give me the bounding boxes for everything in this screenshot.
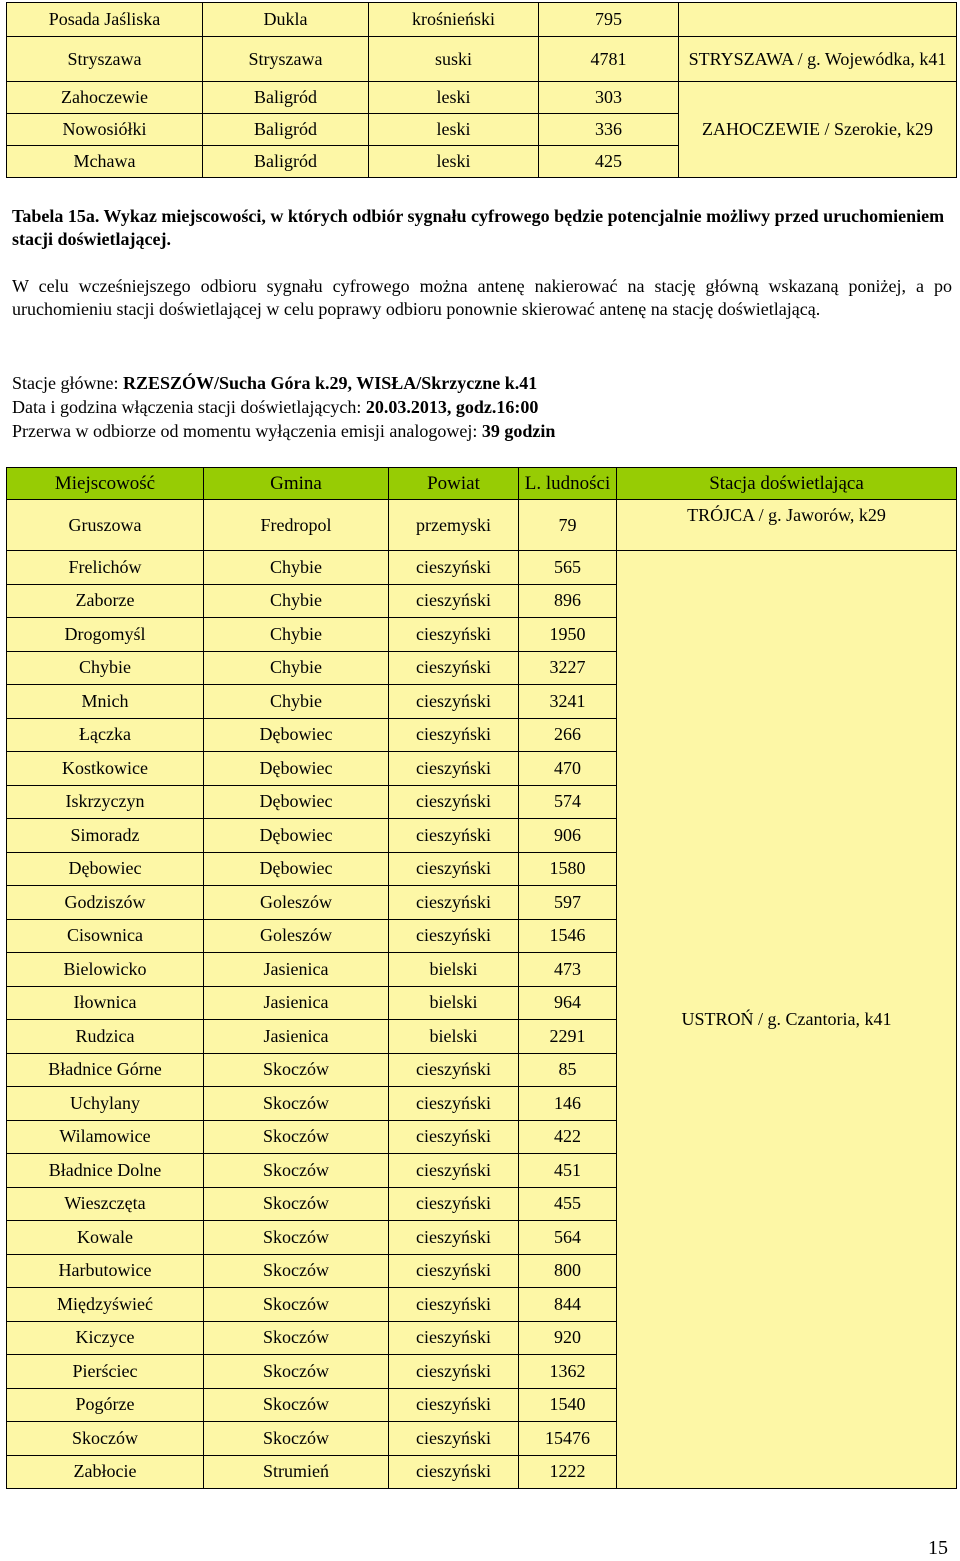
cell-place: Pogórze <box>7 1388 204 1422</box>
cell-place: Harbutowice <box>7 1254 204 1288</box>
cell-gmina: Dębowiec <box>204 819 389 853</box>
cell-powiat: leski <box>369 82 539 114</box>
cell-gmina: Dębowiec <box>204 785 389 819</box>
cell-place: Iłownica <box>7 986 204 1020</box>
cell-gmina: Skoczów <box>204 1422 389 1456</box>
cell-place: Chybie <box>7 651 204 685</box>
cell-powiat: cieszyński <box>389 1455 519 1489</box>
cell-powiat: bielski <box>389 986 519 1020</box>
top-locations-table <box>6 2 957 178</box>
cell-population: 4781 <box>539 37 679 82</box>
cell-powiat: bielski <box>389 953 519 987</box>
cell-gmina: Chybie <box>204 618 389 652</box>
cell-gmina: Chybie <box>204 651 389 685</box>
header-powiat: Powiat <box>389 468 519 500</box>
cell-powiat: cieszyński <box>389 1154 519 1188</box>
cell-gmina: Stryszawa <box>203 37 369 82</box>
cell-powiat: bielski <box>389 1020 519 1054</box>
cell-powiat: leski <box>369 146 539 178</box>
cell-population: 565 <box>519 551 617 585</box>
cell-station-zahoczewie: ZAHOCZEWIE / Szerokie, k29 <box>679 82 957 178</box>
cell-powiat: cieszyński <box>389 886 519 920</box>
cell-place: Nowosiółki <box>7 114 203 146</box>
cell-station-stryszawa: STRYSZAWA / g. Wojewódka, k41 <box>679 37 957 82</box>
cell-gmina: Skoczów <box>204 1154 389 1188</box>
cell-population: 906 <box>519 819 617 853</box>
cell-population: 564 <box>519 1221 617 1255</box>
cell-place: Zahoczewie <box>7 82 203 114</box>
cell-population: 1540 <box>519 1388 617 1422</box>
reception-break-value: 39 godzin <box>481 421 556 441</box>
cell-powiat: cieszyński <box>389 785 519 819</box>
main-stations-line <box>12 372 537 395</box>
cell-population: 473 <box>519 953 617 987</box>
cell-place: Iskrzyczyn <box>7 785 204 819</box>
cell-powiat: cieszyński <box>389 618 519 652</box>
cell-population: 79 <box>519 500 617 551</box>
cell-place: Międzyświeć <box>7 1288 204 1322</box>
cell-population: 266 <box>519 718 617 752</box>
cell-place: Zaborze <box>7 584 204 618</box>
page-number: 15 <box>928 1537 948 1559</box>
cell-powiat: cieszyński <box>389 1221 519 1255</box>
cell-gmina: Chybie <box>204 551 389 585</box>
cell-population: 15476 <box>519 1422 617 1456</box>
cell-gmina: Skoczów <box>204 1288 389 1322</box>
cell-population: 470 <box>519 752 617 786</box>
cell-place: Mnich <box>7 685 204 719</box>
cell-powiat: cieszyński <box>389 819 519 853</box>
cell-gmina: Dębowiec <box>204 752 389 786</box>
cell-gmina: Jasienica <box>204 1020 389 1054</box>
cell-place: Łączka <box>7 718 204 752</box>
cell-gmina: Skoczów <box>204 1355 389 1389</box>
cell-population: 597 <box>519 886 617 920</box>
activation-date-label: Data i godzina włączenia stacji doświetlających: <box>12 397 366 417</box>
cell-place: Rudzica <box>7 1020 204 1054</box>
cell-population: 146 <box>519 1087 617 1121</box>
cell-population: 1546 <box>519 919 617 953</box>
cell-place: Pierściec <box>7 1355 204 1389</box>
cell-population: 303 <box>539 82 679 114</box>
cell-gmina: Jasienica <box>204 986 389 1020</box>
header-gmina: Gmina <box>204 468 389 500</box>
cell-powiat: suski <box>369 37 539 82</box>
cell-population: 455 <box>519 1187 617 1221</box>
cell-gmina: Skoczów <box>204 1388 389 1422</box>
cell-population: 336 <box>539 114 679 146</box>
cell-station-trojca: TRÓJCA / g. Jaworów, k29 <box>617 500 957 551</box>
cell-powiat: cieszyński <box>389 1053 519 1087</box>
cell-gmina: Goleszów <box>204 886 389 920</box>
cell-place: Posada Jaśliska <box>7 3 203 37</box>
cell-place: Mchawa <box>7 146 203 178</box>
cell-powiat: cieszyński <box>389 718 519 752</box>
cell-gmina: Jasienica <box>204 953 389 987</box>
activation-date-line <box>12 396 538 419</box>
cell-place: Zabłocie <box>7 1455 204 1489</box>
cell-powiat: cieszyński <box>389 1254 519 1288</box>
cell-population: 2291 <box>519 1020 617 1054</box>
cell-population: 451 <box>519 1154 617 1188</box>
cell-gmina: Baligród <box>203 114 369 146</box>
main-stations-value: RZESZÓW/Sucha Góra k.29, WISŁA/Skrzyczne k.41 <box>122 373 538 393</box>
cell-population: 844 <box>519 1288 617 1322</box>
cell-population: 85 <box>519 1053 617 1087</box>
table-row <box>7 551 957 585</box>
cell-gmina: Chybie <box>204 584 389 618</box>
cell-powiat: cieszyński <box>389 651 519 685</box>
cell-place: Kowale <box>7 1221 204 1255</box>
cell-powiat: krośnieński <box>369 3 539 37</box>
cell-place: Gruszowa <box>7 500 204 551</box>
cell-place: Drogomyśl <box>7 618 204 652</box>
cell-place: Simoradz <box>7 819 204 853</box>
cell-powiat: cieszyński <box>389 1388 519 1422</box>
cell-powiat: cieszyński <box>389 852 519 886</box>
cell-population: 896 <box>519 584 617 618</box>
reception-break-label: Przerwa w odbiorze od momentu wyłączenia emisji analogowej: <box>12 421 482 441</box>
cell-place: Bładnice Dolne <box>7 1154 204 1188</box>
cell-place: Skoczów <box>7 1422 204 1456</box>
cell-gmina: Skoczów <box>204 1254 389 1288</box>
cell-place: Bładnice Górne <box>7 1053 204 1087</box>
cell-powiat: cieszyński <box>389 551 519 585</box>
cell-population: 800 <box>519 1254 617 1288</box>
cell-powiat: cieszyński <box>389 584 519 618</box>
cell-place: Kiczyce <box>7 1321 204 1355</box>
cell-gmina: Strumień <box>204 1455 389 1489</box>
cell-population: 964 <box>519 986 617 1020</box>
cell-powiat: cieszyński <box>389 1321 519 1355</box>
cell-gmina: Baligród <box>203 146 369 178</box>
cell-gmina: Goleszów <box>204 919 389 953</box>
cell-place: Uchylany <box>7 1087 204 1121</box>
cell-gmina: Dębowiec <box>204 852 389 886</box>
cell-powiat: cieszyński <box>389 1087 519 1121</box>
body-paragraph: W celu wcześniejszego odbioru sygnału cyfrowego można antenę nakierować na stację główną wskazaną poniżej, a po uruchomieniu stacji doświetlającej w celu poprawy odbioru ponownie skierować antenę na stację doświetlającą. <box>12 276 952 319</box>
cell-powiat: cieszyński <box>389 1422 519 1456</box>
cell-population: 795 <box>539 3 679 37</box>
cell-station-ustron: USTROŃ / g. Czantoria, k41 <box>617 551 957 1489</box>
cell-place: Wilamowice <box>7 1120 204 1154</box>
cell-gmina: Baligród <box>203 82 369 114</box>
cell-gmina: Skoczów <box>204 1087 389 1121</box>
cell-population: 920 <box>519 1321 617 1355</box>
activation-date-value: 20.03.2013, godz.16:00 <box>365 397 539 417</box>
cell-population: 1222 <box>519 1455 617 1489</box>
cell-powiat: leski <box>369 114 539 146</box>
cell-population: 3241 <box>519 685 617 719</box>
table-caption: Tabela 15a. Wykaz miejscowości, w których odbiór sygnału cyfrowego będzie potencjalnie możliwy przed uruchomieniem stacji doświetlającej. <box>12 206 945 249</box>
cell-population: 1580 <box>519 852 617 886</box>
cell-powiat: cieszyński <box>389 1355 519 1389</box>
cell-population: 422 <box>519 1120 617 1154</box>
cell-gmina: Skoczów <box>204 1053 389 1087</box>
cell-gmina: Chybie <box>204 685 389 719</box>
cell-gmina: Skoczów <box>204 1321 389 1355</box>
cell-place: Stryszawa <box>7 37 203 82</box>
header-ludnosc: L. ludności <box>519 468 617 500</box>
cell-place: Frelichów <box>7 551 204 585</box>
cell-gmina: Dukla <box>203 3 369 37</box>
cell-gmina: Skoczów <box>204 1120 389 1154</box>
cell-population: 574 <box>519 785 617 819</box>
reception-break-line <box>12 420 555 443</box>
cell-gmina: Skoczów <box>204 1221 389 1255</box>
main-stations-label: Stacje główne: <box>12 373 123 393</box>
cell-gmina: Skoczów <box>204 1187 389 1221</box>
cell-place: Kostkowice <box>7 752 204 786</box>
main-locations-table <box>6 467 957 1489</box>
cell-gmina: Fredropol <box>204 500 389 551</box>
header-stacja: Stacja doświetlająca <box>617 468 957 500</box>
cell-population: 425 <box>539 146 679 178</box>
cell-powiat: przemyski <box>389 500 519 551</box>
cell-place: Wieszczęta <box>7 1187 204 1221</box>
cell-powiat: cieszyński <box>389 1187 519 1221</box>
cell-place: Dębowiec <box>7 852 204 886</box>
cell-population: 1950 <box>519 618 617 652</box>
cell-station-empty <box>679 3 957 37</box>
cell-place: Godziszów <box>7 886 204 920</box>
cell-powiat: cieszyński <box>389 752 519 786</box>
cell-place: Bielowicko <box>7 953 204 987</box>
cell-powiat: cieszyński <box>389 685 519 719</box>
cell-gmina: Dębowiec <box>204 718 389 752</box>
header-miejscowosc: Miejscowość <box>7 468 204 500</box>
cell-powiat: cieszyński <box>389 1120 519 1154</box>
cell-population: 3227 <box>519 651 617 685</box>
cell-powiat: cieszyński <box>389 1288 519 1322</box>
cell-place: Cisownica <box>7 919 204 953</box>
cell-powiat: cieszyński <box>389 919 519 953</box>
cell-population: 1362 <box>519 1355 617 1389</box>
